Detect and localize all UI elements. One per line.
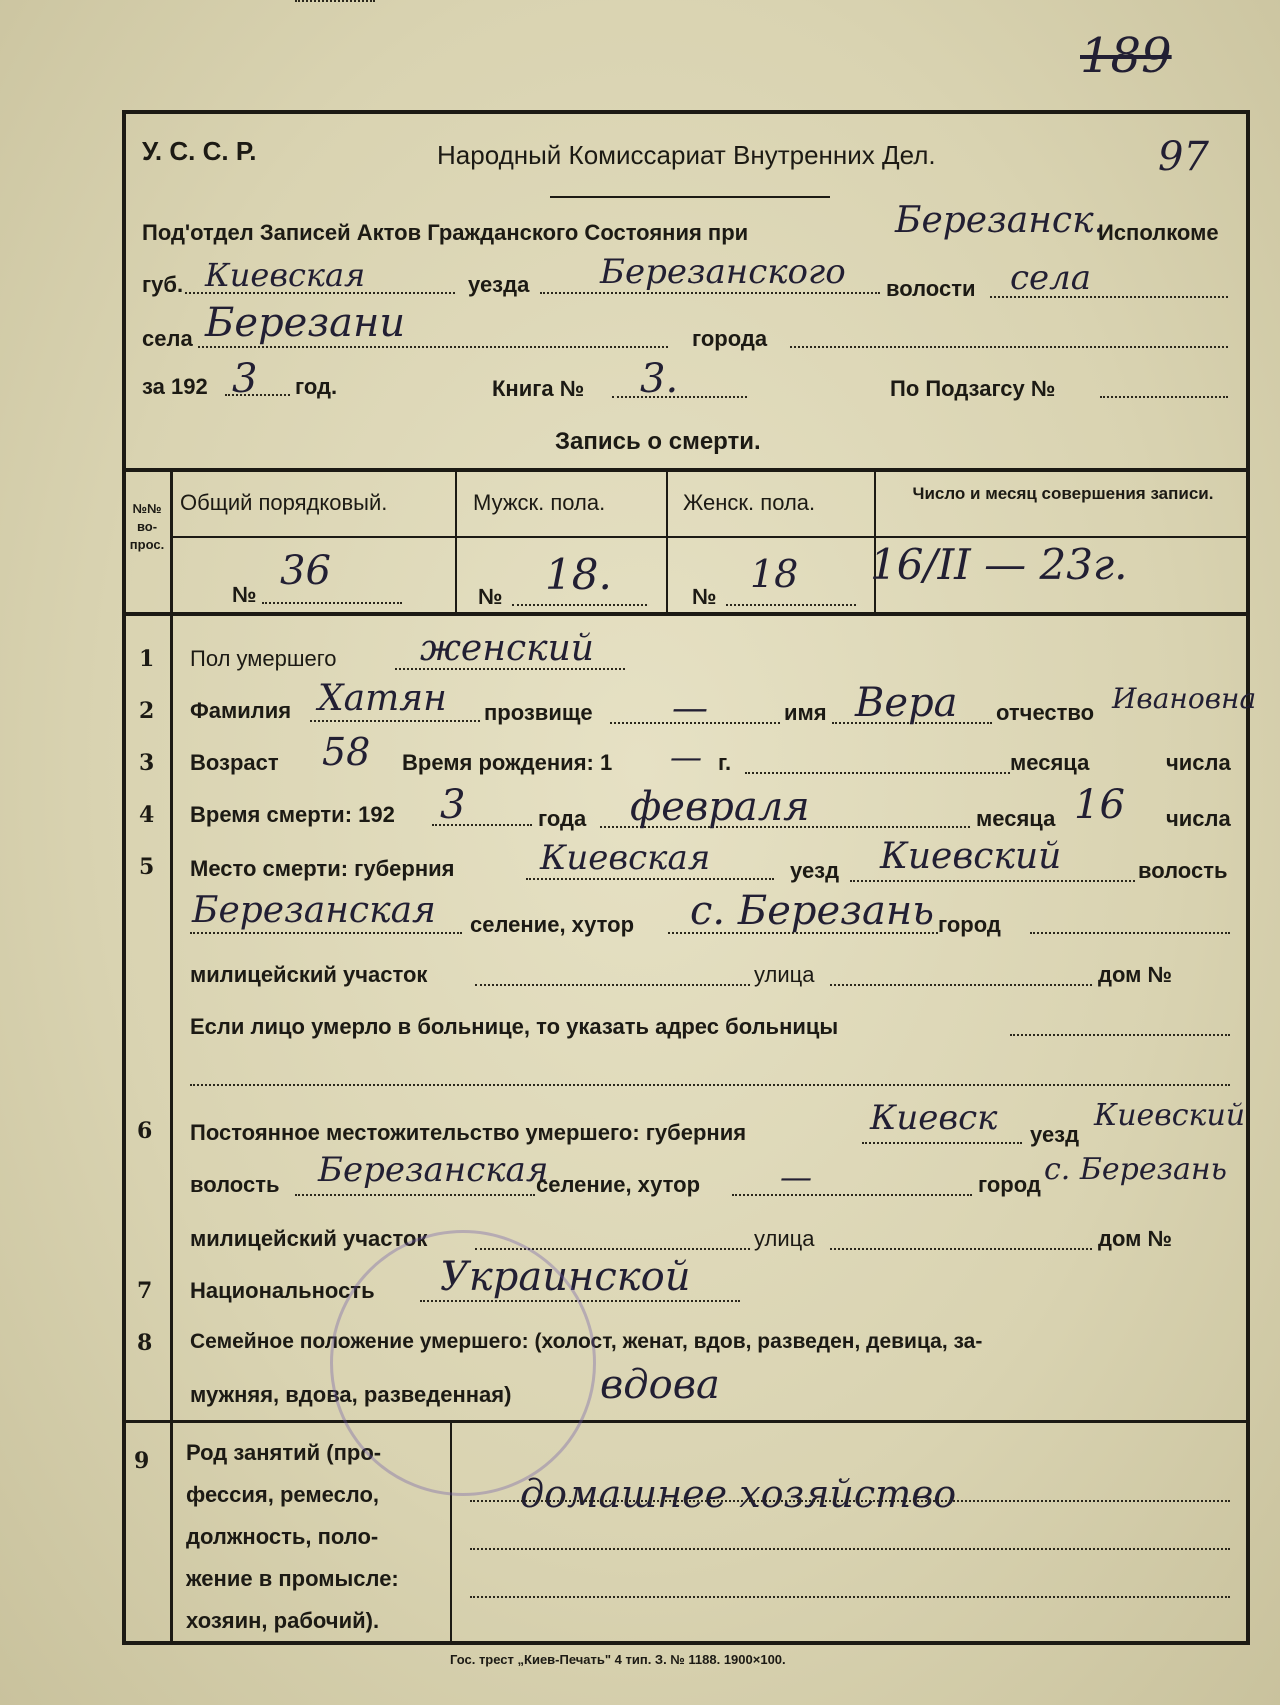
death-label: Время смерти: 192 bbox=[190, 802, 395, 827]
gub-label: губ. bbox=[142, 272, 184, 297]
hospital-label: Если лицо умерло в больнице, то указать адрес больницы bbox=[190, 1014, 839, 1039]
page-number: 97 bbox=[1158, 134, 1209, 180]
row-num-4: 4 bbox=[139, 802, 155, 828]
name-label: имя bbox=[784, 700, 827, 725]
month-word: месяца bbox=[976, 806, 1056, 831]
res-street-line bbox=[830, 1248, 1092, 1250]
volost-hand: села bbox=[1010, 258, 1092, 298]
gorod-line bbox=[790, 346, 1228, 348]
volost-label: волости bbox=[886, 276, 976, 301]
col-nn: №№ во- прос. bbox=[129, 501, 165, 552]
subdept-hand: Березанск. bbox=[895, 200, 1106, 241]
general-hand: 36 bbox=[280, 548, 331, 594]
book-label: Книга № bbox=[492, 376, 585, 401]
res-selo-line bbox=[732, 1194, 972, 1196]
row-num-1: 1 bbox=[139, 646, 155, 672]
place-gorod-line bbox=[1030, 932, 1230, 934]
birth-label: Время рождения: 1 bbox=[402, 750, 613, 775]
male-no: № bbox=[478, 584, 503, 609]
gorod-word: город bbox=[938, 912, 1001, 937]
female-hand: 18 bbox=[750, 552, 799, 596]
faint-stamp bbox=[330, 1230, 596, 1496]
sex-hand: женский bbox=[420, 628, 594, 669]
patr-hand: Ивановна bbox=[1112, 682, 1257, 715]
gub-hand: Киевская bbox=[205, 256, 366, 294]
hospital-line-2 bbox=[190, 1084, 1230, 1086]
year-word: года bbox=[538, 806, 587, 831]
male-line bbox=[512, 604, 647, 606]
res-volost-label: волость bbox=[190, 1172, 280, 1197]
occ-top-line bbox=[124, 1420, 1248, 1423]
row-num-8: 8 bbox=[137, 1330, 153, 1356]
death-year-hand: 3 bbox=[440, 782, 466, 828]
family-label-2: мужняя, вдова, разведенная) bbox=[190, 1382, 512, 1407]
death-day-hand: 16 bbox=[1074, 782, 1125, 828]
res-street-label: улица bbox=[754, 1226, 815, 1251]
general-no: № bbox=[232, 582, 257, 607]
res-gub-hand: Киевск bbox=[870, 1098, 998, 1138]
female-line bbox=[726, 604, 856, 606]
row-num-9: 9 bbox=[134, 1448, 150, 1474]
street-label: улица bbox=[754, 962, 815, 987]
occ-hand: домашнее хозяйство bbox=[520, 1472, 957, 1516]
podzags-line bbox=[1100, 396, 1228, 398]
general-line bbox=[262, 602, 402, 604]
nation-label: Национальность bbox=[190, 1278, 375, 1303]
res-label: Постоянное местожительство умершего: губерния bbox=[190, 1120, 747, 1145]
res-house-label: дом № bbox=[1098, 1226, 1173, 1251]
res-selenie-label: селение, хутор bbox=[536, 1172, 701, 1197]
day-label: числа bbox=[1166, 750, 1231, 775]
commissariat-label: Народный Комиссариат Внутренних Дел. bbox=[437, 140, 936, 170]
printer-footer: Гос. трест „Киев-Печать" 4 тип. З. № 1188. 1900×100. bbox=[450, 1652, 786, 1667]
year-hand: 3 bbox=[232, 356, 258, 402]
nick-hand: — bbox=[672, 688, 708, 729]
subdept-end: Исполкоме bbox=[1098, 220, 1219, 245]
place-uezd-line bbox=[850, 880, 1135, 882]
uezd-line bbox=[540, 292, 880, 294]
book-line bbox=[612, 396, 747, 398]
month-label: месяца bbox=[1010, 750, 1090, 775]
res-uezd-word: уезд bbox=[1030, 1122, 1080, 1147]
col-male: Мужск. пола. bbox=[473, 490, 606, 515]
volost-word: волость bbox=[1138, 858, 1228, 883]
place-label: Место смерти: губерния bbox=[190, 856, 455, 881]
header-divider bbox=[550, 196, 830, 198]
surname-label: Фамилия bbox=[190, 698, 292, 723]
col-div-2 bbox=[455, 470, 457, 614]
res-selo-hand: — bbox=[780, 1158, 812, 1196]
res-volost-line bbox=[295, 1194, 535, 1196]
death-year-line bbox=[432, 824, 532, 826]
house-label: дом № bbox=[1098, 962, 1173, 987]
occ-line-c bbox=[470, 1596, 1230, 1598]
res-gorod-hand: с. Березань bbox=[1044, 1152, 1227, 1187]
occ-line-1: Род занятий (про- bbox=[186, 1440, 382, 1465]
row-num-2: 2 bbox=[139, 698, 155, 724]
place-volost-hand: Березанская bbox=[192, 890, 436, 931]
nation-hand: Украинской bbox=[440, 1254, 691, 1300]
res-gub-line bbox=[862, 1142, 1022, 1144]
col-div-1 bbox=[170, 470, 173, 1645]
selo-line bbox=[198, 346, 668, 348]
table-bottom-line bbox=[124, 612, 1248, 616]
table-top-line bbox=[124, 468, 1248, 472]
col-date: Число и месяц совершения записи. bbox=[912, 484, 1214, 503]
place-gub-hand: Киевская bbox=[540, 838, 711, 878]
row-num-3: 3 bbox=[139, 750, 155, 776]
place-volost-line bbox=[190, 932, 462, 934]
place-uezd-hand: Киевский bbox=[880, 836, 1062, 877]
occ-line-b bbox=[470, 1548, 1230, 1550]
res-volost-hand: Березанская bbox=[318, 1150, 549, 1190]
gorod-label: города bbox=[692, 326, 768, 351]
occ-line-3: должность, поло- bbox=[186, 1524, 379, 1549]
birth-line bbox=[745, 772, 1010, 774]
place-selo-hand: с. Березань bbox=[690, 888, 934, 934]
hospital-line bbox=[1010, 1034, 1230, 1036]
uezd-word: уезд bbox=[790, 858, 840, 883]
corner-number: 189 bbox=[1080, 28, 1172, 84]
republic-label: У. С. С. Р. bbox=[142, 136, 257, 166]
birth-hand: — bbox=[670, 738, 702, 776]
subdept-label: Под'отдел Записей Актов Гражданского Состояния при bbox=[142, 220, 749, 245]
militia-line bbox=[475, 984, 750, 986]
surname-hand: Хатян bbox=[318, 678, 447, 719]
year-line bbox=[225, 394, 290, 396]
patr-label: отчество bbox=[996, 700, 1095, 725]
row-num-7: 7 bbox=[137, 1278, 153, 1304]
militia-label: милицейский участок bbox=[190, 962, 428, 987]
res-uezd-hand: Киевский bbox=[1094, 1098, 1246, 1133]
uezd-hand: Березанского bbox=[600, 252, 846, 292]
col-female: Женск. пола. bbox=[683, 490, 816, 515]
col-div-3 bbox=[666, 470, 668, 614]
age-hand: 58 bbox=[322, 730, 371, 774]
family-hand: вдова bbox=[600, 1362, 720, 1408]
selenie-label: селение, хутор bbox=[470, 912, 635, 937]
book-hand: 3. bbox=[640, 356, 679, 402]
age-line bbox=[295, 0, 375, 2]
death-month-hand: февраля bbox=[630, 784, 810, 830]
table-sub-line bbox=[172, 536, 1248, 538]
place-gub-line bbox=[526, 878, 774, 880]
surname-line bbox=[310, 720, 480, 722]
street-line bbox=[830, 984, 1092, 986]
female-no: № bbox=[692, 584, 717, 609]
selo-label: села bbox=[142, 326, 193, 351]
year-end: год. bbox=[295, 374, 338, 399]
family-label: Семейное положение умершего: (холост, женат, вдов, разведен, девица, за- bbox=[190, 1330, 983, 1353]
occ-line-4: жение в промысле: bbox=[186, 1566, 399, 1591]
date-hand: 16/II — 23г. bbox=[870, 540, 1128, 589]
age-label: Возраст bbox=[190, 750, 279, 775]
name-hand: Вера bbox=[855, 680, 958, 726]
record-title: Запись о смерти. bbox=[555, 428, 761, 455]
nick-label: прозвище bbox=[484, 700, 593, 725]
row-num-6: 6 bbox=[137, 1118, 153, 1144]
occ-line-5: хозяин, рабочий). bbox=[186, 1608, 380, 1633]
day-word: числа bbox=[1166, 806, 1231, 831]
g-label: г. bbox=[718, 750, 732, 775]
row-num-5: 5 bbox=[139, 854, 155, 880]
sex-label: Пол умершего bbox=[190, 646, 337, 671]
res-militia-label: милицейский участок bbox=[190, 1226, 428, 1251]
occ-line-2: фессия, ремесло, bbox=[186, 1482, 380, 1507]
col-general: Общий порядковый. bbox=[180, 490, 388, 515]
year-label: за 192 bbox=[142, 374, 208, 399]
male-hand: 18. bbox=[545, 550, 612, 599]
selo-hand: Березани bbox=[205, 300, 406, 346]
uezd-label: уезда bbox=[468, 272, 530, 297]
podzags-label: По Подзагсу № bbox=[890, 376, 1056, 401]
res-gorod-label: город bbox=[978, 1172, 1041, 1197]
occ-line-a bbox=[470, 1500, 1230, 1502]
